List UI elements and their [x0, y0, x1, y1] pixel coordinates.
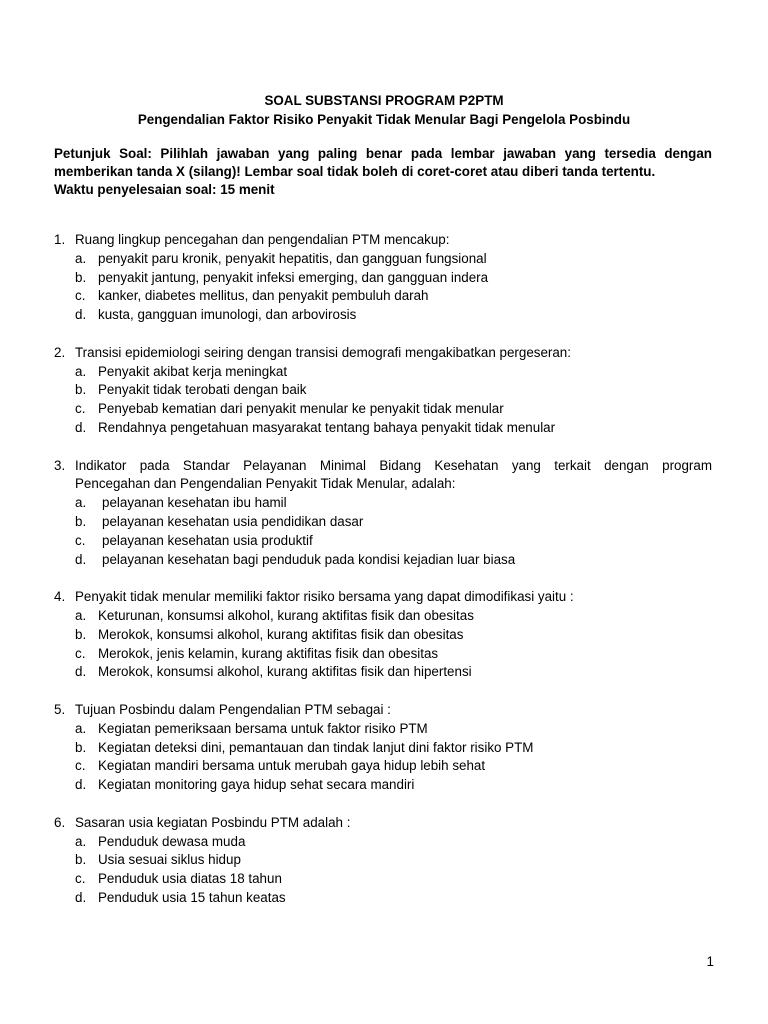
option-label: a. — [75, 250, 87, 266]
option-label: d. — [75, 889, 87, 905]
answer-option — [54, 551, 712, 570]
option-text: pelayanan kesehatan ibu hamil — [102, 495, 287, 511]
question-text: Penyakit tidak menular memiliki faktor risiko bersama yang dapat dimodifikasi yaitu : — [75, 589, 574, 605]
answer-option — [54, 400, 712, 419]
answer-option — [54, 513, 712, 532]
option-text: Penduduk dewasa muda — [98, 833, 246, 849]
answer-options — [54, 250, 712, 325]
answer-option — [54, 306, 712, 325]
option-label: b. — [75, 269, 87, 285]
answer-option — [54, 739, 712, 758]
option-label: b. — [75, 626, 87, 642]
question-text: Tujuan Posbindu dalam Pengendalian PTM sebagai : — [75, 701, 391, 717]
answer-option — [54, 720, 712, 739]
answer-option — [54, 833, 712, 852]
option-text: kanker, diabetes mellitus, dan penyakit pembuluh darah — [98, 288, 429, 304]
option-text: penyakit paru kronik, penyakit hepatitis, dan gangguan fungsional — [98, 250, 487, 266]
option-label: b. — [75, 382, 87, 398]
option-label: d. — [75, 664, 87, 680]
instructions-line: Petunjuk Soal: Pilihlah jawaban yang paling benar pada lembar jawaban yang tersedia dengan — [54, 146, 712, 161]
answer-option — [54, 889, 712, 908]
question-number: 3. — [54, 457, 66, 473]
option-text: pelayanan kesehatan bagi penduduk pada kondisi kejadian luar biasa — [102, 551, 516, 567]
page-number: 1 — [706, 954, 714, 969]
question — [54, 457, 712, 570]
option-label: d. — [75, 551, 87, 567]
answer-option — [54, 757, 712, 776]
answer-option — [54, 269, 712, 288]
question — [54, 344, 712, 438]
option-label: d. — [75, 777, 87, 793]
option-text: Kegiatan pemeriksaan bersama untuk faktor risiko PTM — [98, 720, 428, 736]
answer-option — [54, 494, 712, 513]
instructions-line: Waktu penyelesaian soal: 15 menit — [54, 182, 275, 197]
question-text: Ruang lingkup pencegahan dan pengendalian PTM mencakup: — [75, 232, 450, 247]
answer-option — [54, 663, 712, 682]
answer-option — [54, 626, 712, 645]
option-label: d. — [75, 307, 87, 323]
question-list — [54, 231, 712, 926]
option-text: Usia sesuai siklus hidup — [98, 852, 241, 868]
answer-option — [54, 363, 712, 382]
answer-options — [54, 607, 712, 682]
question — [54, 701, 712, 795]
question-number: 4. — [54, 589, 66, 605]
option-text: Rendahnya pengetahuan masyarakat tentang bahaya penyakit tidak menular — [98, 419, 556, 435]
option-label: a. — [75, 833, 87, 849]
answer-options — [54, 363, 712, 438]
option-text: Penduduk usia diatas 18 tahun — [98, 871, 282, 887]
answer-option — [54, 851, 712, 870]
option-label: c. — [75, 871, 86, 887]
option-label: c. — [75, 401, 86, 417]
option-label: c. — [75, 758, 86, 774]
option-text: Penyebab kematian dari penyakit menular ke penyakit tidak menular — [98, 401, 504, 417]
option-label: a. — [75, 363, 87, 379]
option-text: Kegiatan mandiri bersama untuk merubah gaya hidup lebih sehat — [98, 758, 486, 774]
instructions — [54, 145, 712, 199]
option-text: Merokok, konsumsi alkohol, kurang aktifitas fisik dan obesitas — [98, 626, 464, 642]
question-text: Transisi epidemiologi seiring dengan transisi demografi mengakibatkan pergeseran: — [75, 344, 571, 360]
answer-option — [54, 250, 712, 269]
option-text: Keturunan, konsumsi alkohol, kurang aktifitas fisik dan obesitas — [98, 607, 474, 623]
answer-options — [54, 833, 712, 908]
option-label: c. — [75, 532, 86, 548]
answer-options — [54, 494, 712, 569]
option-text: Kegiatan deteksi dini, pemantauan dan tindak lanjut dini faktor risiko PTM — [98, 739, 534, 755]
option-text: Kegiatan monitoring gaya hidup sehat secara mandiri — [98, 777, 415, 793]
answer-option — [54, 419, 712, 438]
option-label: a. — [75, 607, 87, 623]
instructions-line: memberikan tanda X (silang)! Lembar soal tidak boleh di coret-coret atau diberi tanda tertentu. — [54, 164, 656, 179]
option-label: b. — [75, 739, 87, 755]
option-label: b. — [75, 513, 87, 529]
option-text: Merokok, konsumsi alkohol, kurang aktifitas fisik dan hipertensi — [98, 664, 472, 680]
answer-option — [54, 645, 712, 664]
question — [54, 588, 712, 682]
option-text: pelayanan kesehatan usia pendidikan dasar — [102, 513, 364, 529]
option-label: a. — [75, 495, 87, 511]
option-label: a. — [75, 720, 87, 736]
answer-option — [54, 381, 712, 400]
question-number: 2. — [54, 344, 66, 360]
document-title: SOAL SUBSTANSI PROGRAM P2PTM — [264, 93, 504, 108]
answer-option — [54, 607, 712, 626]
answer-option — [54, 287, 712, 306]
option-text: Penyakit akibat kerja meningkat — [98, 363, 288, 379]
answer-option — [54, 776, 712, 795]
option-label: c. — [75, 645, 86, 661]
answer-option — [54, 870, 712, 889]
question — [54, 814, 712, 908]
question-text-line: Pencegahan dan Pengendalian Penyakit Tidak Menular, adalah: — [75, 476, 456, 492]
option-text: Penduduk usia 15 tahun keatas — [98, 889, 286, 905]
question — [54, 231, 712, 325]
option-label: c. — [75, 288, 86, 304]
question-text: Sasaran usia kegiatan Posbindu PTM adalah : — [75, 814, 351, 830]
option-text: kusta, gangguan imunologi, dan arbovirosis — [98, 307, 357, 323]
question-number: 6. — [54, 814, 66, 830]
question-text-line: Indikator pada Standar Pelayanan Minimal Bidang Kesehatan yang terkait dengan program — [75, 457, 712, 473]
question-number: 5. — [54, 701, 66, 717]
document-subtitle: Pengendalian Faktor Risiko Penyakit Tidak Menular Bagi Pengelola Posbindu — [137, 112, 631, 127]
question-number: 1. — [54, 232, 66, 247]
answer-options — [54, 720, 712, 795]
option-text: Merokok, jenis kelamin, kurang aktifitas fisik dan obesitas — [98, 645, 439, 661]
option-text: Penyakit tidak terobati dengan baik — [98, 382, 307, 398]
answer-option — [54, 532, 712, 551]
option-text: penyakit jantung, penyakit infeksi emerging, dan gangguan indera — [98, 269, 489, 285]
option-label: d. — [75, 419, 87, 435]
option-text: pelayanan kesehatan usia produktif — [102, 532, 313, 548]
option-label: b. — [75, 852, 87, 868]
